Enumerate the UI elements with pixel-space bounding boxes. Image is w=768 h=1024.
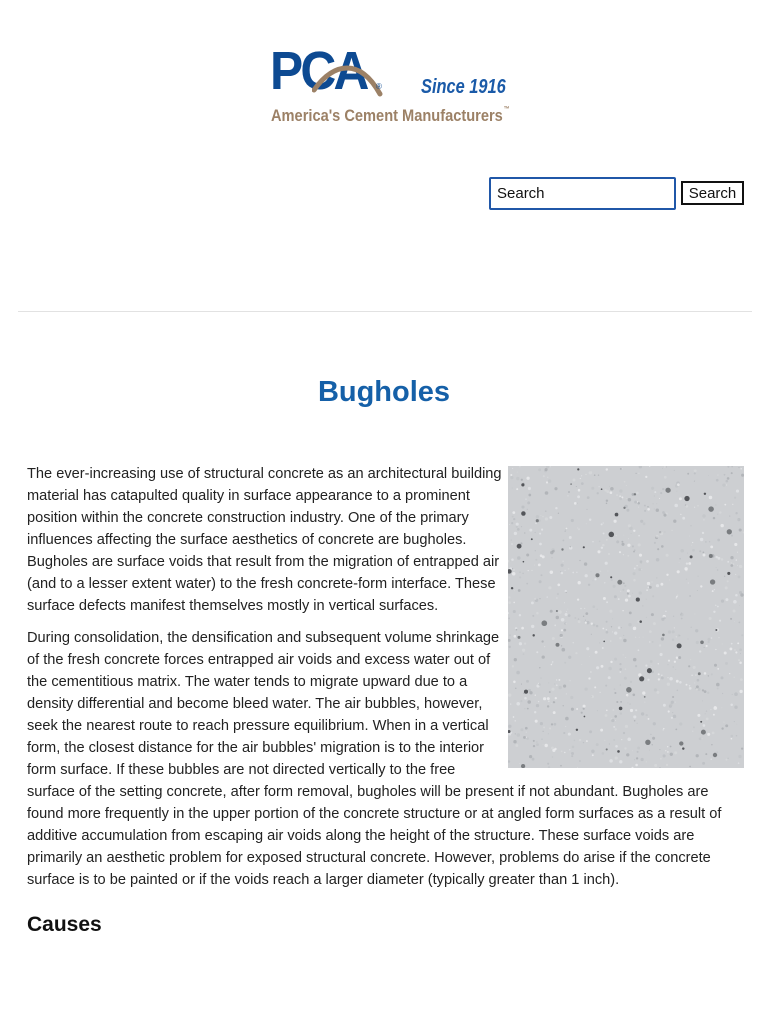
search-input[interactable] bbox=[489, 177, 676, 210]
search-button[interactable]: Search bbox=[681, 181, 744, 205]
logo-tagline-text: America's Cement Manufacturers bbox=[271, 106, 503, 125]
article-paragraph-2: During consolidation, the densification and subsequent volume shrinkage of the fresh concrete forces entrapped air voids and excess water out of the cementitious matrix. The water tends to migrate upward due to a density differential and become bleed water. The air bubbles, however, seek the nearest route to reach pressure equilibrium. When in a vertical form, the closest distance for the air bubbles' migration is to the interior form surface. If these bubbles are not directed vertically to the free surface of the setting concrete, after form removal, bugholes will be present if not abundant. Bugholes are found more frequently in the upper portion of the concrete structure or at angled form surfaces as a result of additive accumulation from escaping air voids along the height of the structure. These surface voids are primarily an aesthetic problem for exposed structural concrete. However, problems do arise if the concrete surface is to be painted or if the voids reach a larger diameter (typically greater than 1 inch). bbox=[27, 630, 722, 888]
logo-brand-text: PCA bbox=[270, 41, 367, 101]
article-paragraph-1: The ever-increasing use of structural concrete as an architectural building material has catapulted quality in surface appearance to a prominent position within the concrete construction industry. One of the primary influences affecting the surface aesthetics of concrete are bugholes. Bugholes are surface voids that result from the migration of entrapped air (and to a lesser extent water) to the fresh concrete-form interface. These surface defects manifest themselves mostly in vertical surfaces. bbox=[27, 466, 502, 614]
section-heading-causes: Causes bbox=[27, 913, 102, 936]
header-divider bbox=[18, 311, 752, 312]
pca-logo[interactable] bbox=[270, 41, 510, 128]
logo-registered-mark: ® bbox=[376, 82, 382, 91]
bugholes-image bbox=[508, 466, 744, 768]
concrete-surface-image bbox=[508, 466, 744, 768]
article-body bbox=[27, 463, 744, 938]
logo-tagline bbox=[271, 106, 510, 126]
page-title: Bugholes bbox=[317, 376, 451, 408]
logo-trademark: ™ bbox=[503, 106, 510, 113]
logo-since-text: Since 1916 bbox=[421, 76, 506, 98]
logo-swoosh-icon bbox=[312, 54, 402, 104]
